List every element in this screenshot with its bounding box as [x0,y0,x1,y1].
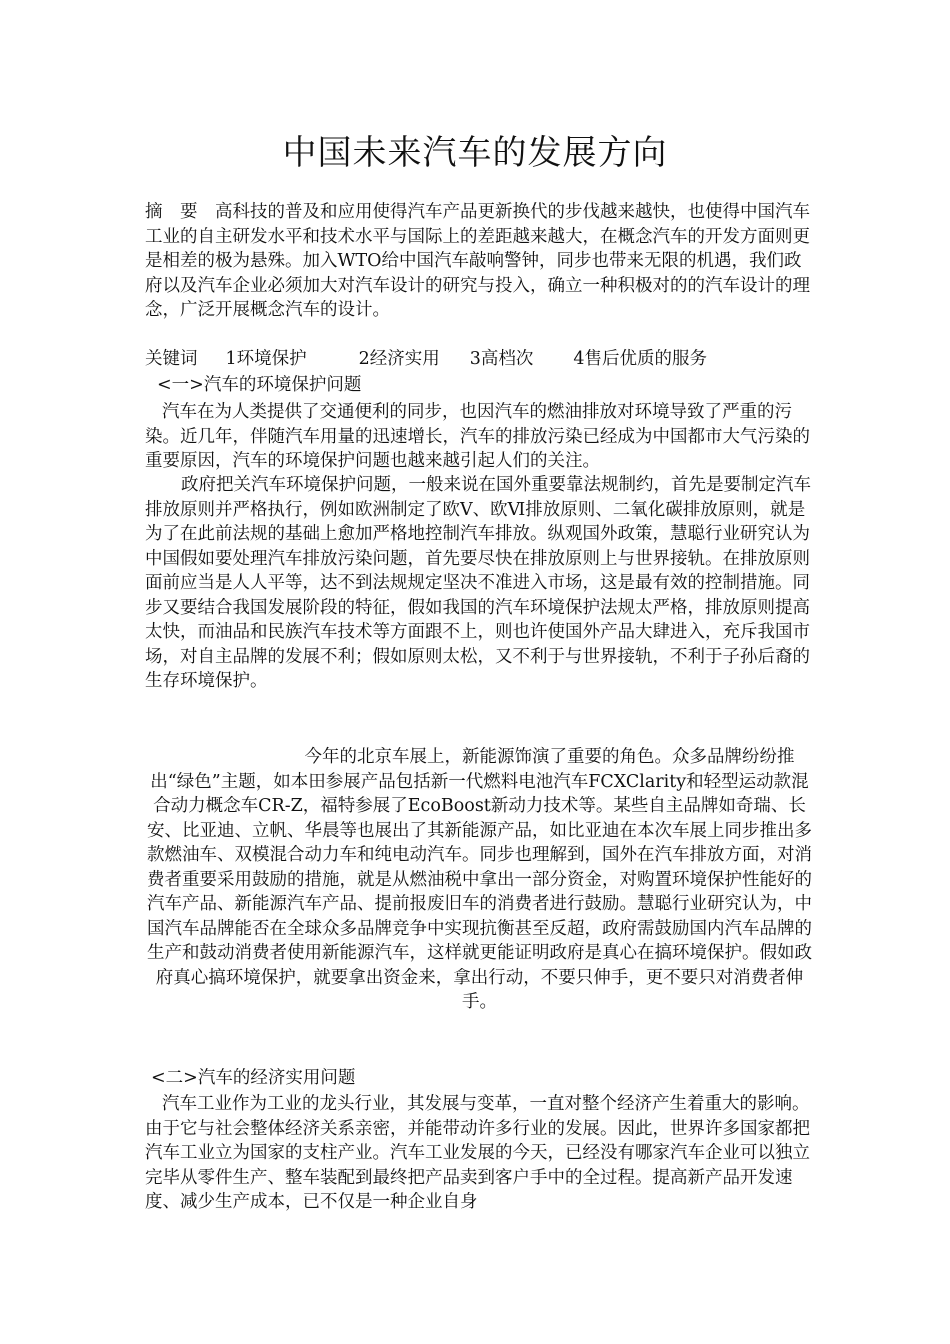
paragraph: 汽车在为人类提供了交通便利的同步，也因汽车的燃油排放对环境导致了严重的污染。近几年，伴随汽车用量的迅速增长，汽车的排放污染已经成为中国都市大气污染的重要原因，汽车的环境保护问题也越来越引起人们的关注。 [145,402,810,471]
paragraph: 政府把关汽车环境保护问题，一般来说在国外重要靠法规制约，首先是要制定汽车排放原则并严格执行，例如欧洲制定了欧Ⅴ、欧Ⅵ排放原则、二氧化碳排放原则，就是为了在此前法规的基础上愈加严格地控制汽车排放。纵观国外政策，慧聪行业研究认为中国假如要处理汽车排放污染问题，首先要尽快在排放原则上与世界接轨。在排放原则面前应当是人人平等，达不到法规规定坚决不准进入市场，这是最有效的控制措施。同步又要结合我国发展阶段的特征，假如我国的汽车环境保护法规太严格，排放原则提高太快，而油品和民族汽车技术等方面跟不上，则也许使国外产品大肆进入，充斥我国市场，对自主品牌的发展不利；假如原则太松，又不利于与世界接轨，不利于子孙后裔的生存环境保护。 [145,475,811,691]
keyword-item: 4售后优质的服务 [573,349,708,369]
section-heading-1: <一>汽车的环境保护问题 [157,375,362,395]
document-title: 中国未来汽车的发展方向 [282,133,668,173]
paragraph: 今年的北京车展上，新能源饰演了重要的角色。众多品牌纷纷推出“绿色”主题，如本田参展产品包括新一代燃料电池汽车FCXClarity和轻型运动款混合动力概念车CR-Z，福特参展了EcoBoost新动力技术等。某些自主品牌如奇瑞、长安、比亚迪、立帆、华晨等也展出了其新能源产品，如比亚迪在本次车展上同步推出多款燃油车、双模混合动力车和纯电动汽车。同步也理解到，国外在汽车排放方面，对消费者重要采用鼓励的措施，就是从燃油税中拿出一部分资金，对购置环境保护性能好的汽车产品、新能源汽车产品、提前报废旧车的消费者进行鼓励。慧聪行业研究认为，中国汽车品牌能否在全球众多品牌竞争中实现抗衡甚至反超，政府需鼓励国内汽车品牌的生产和鼓动消费者使用新能源汽车，这样就更能证明政府是真心在搞环境保护。假如政府真心搞环境保护，就要拿出资金来，拿出行动，不要只伸手，更不要只对消费者伸手。 [147,747,812,1012]
keyword-item: 2经济实用 [358,349,440,369]
keywords-label: 关键词 [145,349,198,369]
keyword-item: 3高档次 [469,349,534,369]
keywords-line [145,347,817,372]
keyword-item: 1环境保护 [225,349,307,369]
section-heading-2: <二>汽车的经济实用问题 [151,1068,356,1088]
abstract-paragraph: 摘 要 高科技的普及和应用使得汽车产品更新换代的步伐越来越快，也使得中国汽车工业的自主研发水平和技术水平与国际上的差距越来越大，在概念汽车的开发方面则更是相差的极为悬殊。加入WTO给中国汽车敲响警钟，同步也带来无限的机遇，我们政府以及汽车企业必须加大对汽车设计的研究与投入，确立一种积极对的的汽车设计的理念，广泛开展概念汽车的设计。 [145,202,810,320]
paragraph: 汽车工业作为工业的龙头行业，其发展与变革，一直对整个经济产生着重大的影响。由于它与社会整体经济关系亲密，并能带动许多行业的发展。因此，世界许多国家都把汽车工业立为国家的支柱产业。汽车工业发展的今天，已经没有哪家汽车企业可以独立完毕从零件生产、整车装配到最终把产品卖到客户手中的全过程。提高新产品开发速度、减少生产成本，已不仅是一种企业自身 [145,1094,810,1212]
